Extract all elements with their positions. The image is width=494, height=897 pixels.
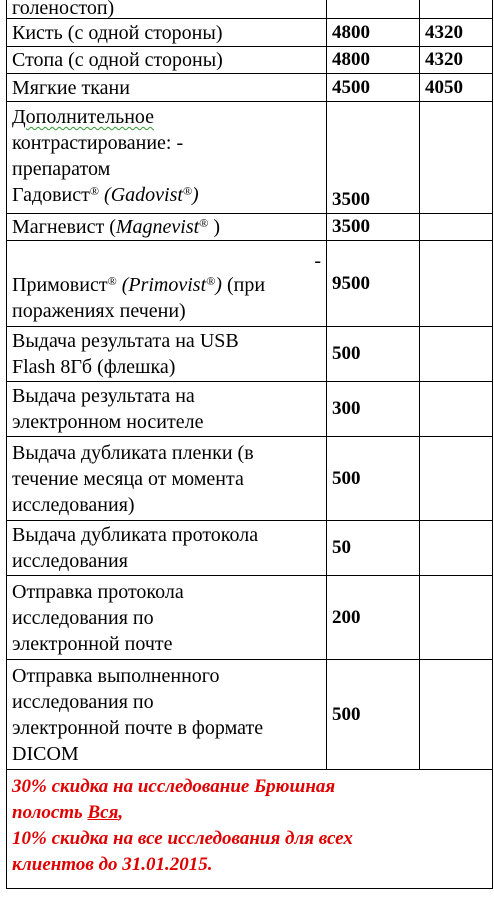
service-name	[7, 382, 327, 437]
table-row	[7, 47, 493, 74]
service-name: Мягкие ткани	[7, 74, 327, 102]
price-2	[420, 521, 493, 576]
service-line: исследования по	[12, 606, 154, 629]
gadovist-en-text: Gadovist	[110, 184, 183, 206]
gadovist-ru: Гадовист	[12, 184, 90, 206]
registered-mark: ®	[89, 184, 100, 198]
service-line: исследования по	[12, 690, 154, 713]
service-name: голеностоп)	[7, 0, 327, 19]
primovist-en-text: Primovist	[128, 274, 207, 296]
registered-mark: ®	[182, 184, 193, 198]
table-row	[7, 437, 493, 521]
table-row	[7, 576, 493, 660]
price-2	[420, 576, 493, 660]
service-line: исследования	[12, 550, 128, 572]
price-1	[327, 0, 420, 19]
service-line: электронной почте в формате	[12, 716, 264, 739]
service-line: Flash 8Гб (флешка)	[12, 356, 176, 378]
contrast-line-3: препаратом	[12, 158, 111, 180]
price-1: 4500	[327, 74, 420, 102]
magnevist-name	[7, 214, 327, 241]
gadovist-en: (Gadovist®)	[99, 184, 199, 206]
table-row	[7, 102, 493, 214]
service-line: Выдача результата на	[12, 385, 195, 407]
price-1: 50	[327, 521, 420, 576]
price-1: 300	[327, 382, 420, 437]
magnevist-en: Magnevist	[115, 216, 200, 238]
service-name	[7, 660, 327, 770]
table-row	[7, 521, 493, 576]
service-line: исследования)	[12, 493, 135, 516]
price-2	[420, 241, 493, 327]
primovist-en: (Primovist®)	[121, 274, 222, 296]
table-row	[7, 214, 493, 241]
price-2: 4320	[420, 47, 493, 74]
price-1: 9500	[327, 241, 420, 327]
price-1: 500	[327, 660, 420, 770]
table-row	[7, 74, 493, 102]
table-row	[7, 660, 493, 770]
price-1: 500	[327, 327, 420, 382]
service-line: электронном носителе	[12, 411, 204, 433]
price-1: 4800	[327, 47, 420, 74]
table-row	[7, 382, 493, 437]
table-row	[7, 241, 493, 327]
service-name	[7, 327, 327, 382]
price-2: 4050	[420, 74, 493, 102]
note-line-3: 10% скидка на все исследования для всех	[12, 828, 353, 849]
registered-mark: ®	[199, 216, 209, 230]
discount-note	[7, 770, 493, 889]
note-line-2-underlined: Вся	[87, 802, 119, 823]
primovist-note-b: поражениях печени)	[12, 300, 186, 322]
service-name	[7, 576, 327, 660]
service-line: DICOM	[12, 742, 79, 765]
price-2	[420, 214, 493, 241]
price-2: 4320	[420, 19, 493, 47]
price-1: 3500	[327, 102, 420, 214]
price-2	[420, 382, 493, 437]
primovist-note-a: (при	[221, 274, 266, 296]
price-2	[420, 0, 493, 19]
price-2	[420, 660, 493, 770]
service-line: течение месяца от момента	[12, 467, 244, 490]
discount-note-row	[7, 770, 493, 889]
price-1: 4800	[327, 19, 420, 47]
service-line: Выдача дубликата пленки (в	[12, 441, 254, 464]
service-line: электронной почте	[12, 632, 173, 655]
note-line-4: клиентов до 31.01.2015.	[12, 854, 213, 875]
service-line: Выдача дубликата протокола	[12, 524, 259, 546]
primovist-dash: -	[314, 250, 321, 272]
price-2	[420, 102, 493, 214]
price-1: 500	[327, 437, 420, 521]
magnevist-close: )	[208, 216, 220, 238]
registered-mark: ®	[107, 274, 117, 288]
table-row	[7, 19, 493, 47]
note-line-1: 30% скидка на исследование Брюшная	[12, 776, 336, 797]
note-line-2-comma: ,	[118, 802, 124, 823]
price-1: 200	[327, 576, 420, 660]
service-name: Кисть (с одной стороны)	[7, 19, 327, 47]
service-line: Отправка выполненного	[12, 664, 220, 687]
service-name: Стопа (с одной стороны)	[7, 47, 327, 74]
price-2	[420, 437, 493, 521]
price-2	[420, 327, 493, 382]
contrast-dash: -	[171, 132, 184, 154]
contrast-line-2: контрастирование:	[12, 132, 172, 154]
table-row	[7, 327, 493, 382]
service-line: Выдача результата на USB	[12, 330, 239, 352]
magnevist-ru: Магневист (	[12, 216, 116, 238]
primovist-name	[7, 241, 327, 327]
contrast-line-1: Дополнительное	[12, 106, 155, 128]
service-name	[7, 521, 327, 576]
registered-mark: ®	[206, 274, 216, 288]
table-row	[7, 0, 493, 19]
contrast-name	[7, 102, 327, 214]
service-name	[7, 437, 327, 521]
service-line: Отправка протокола	[12, 580, 184, 603]
primovist-ru: Примовист	[12, 274, 108, 296]
price-table	[6, 0, 493, 889]
price-1: 3500	[327, 214, 420, 241]
note-line-2: полость	[12, 802, 88, 823]
